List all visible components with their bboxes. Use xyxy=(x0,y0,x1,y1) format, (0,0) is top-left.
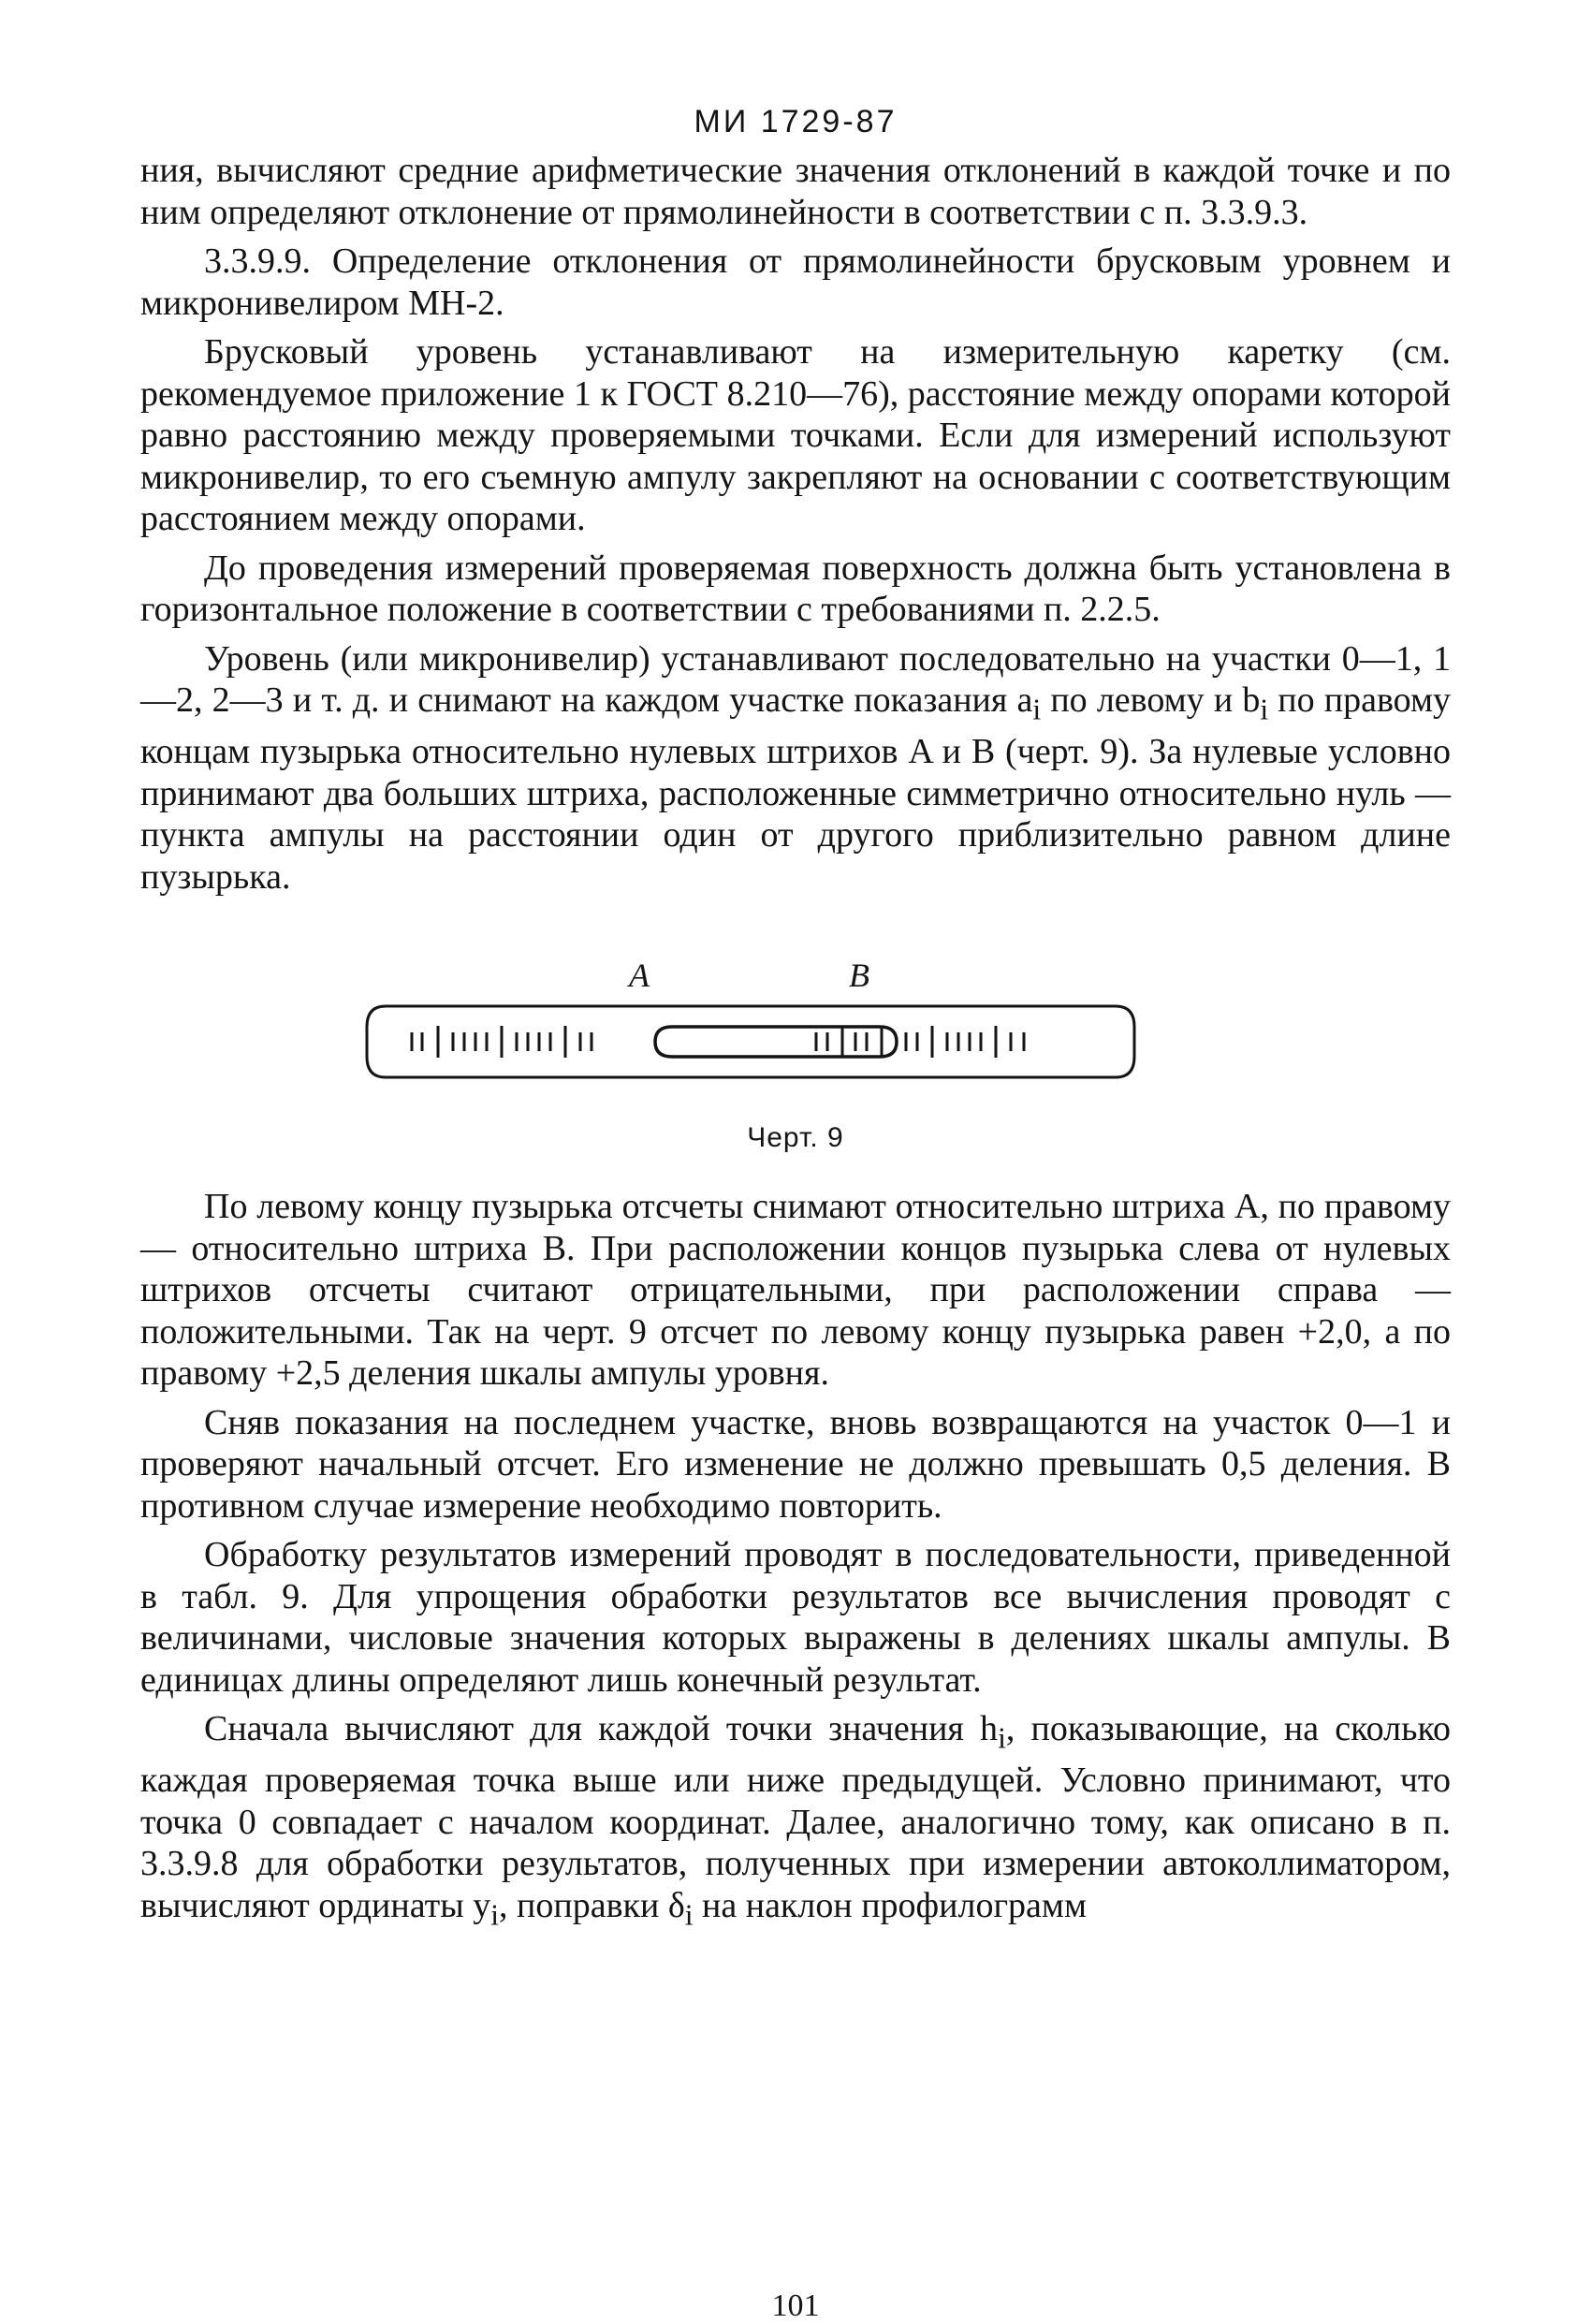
page-header: МИ 1729-87 xyxy=(694,104,898,139)
figure-level-vial xyxy=(140,935,1451,1178)
paragraph-6: По левому концу пузырька отсчеты снимают относительно штриха A, по правому — относительно штриха B. При расположении концов пузырька слева от нулевых штрихов отсчеты считают отрицательными, при расположении справа — положительными. Так на черт. 9 отсчет по левому концу пузырька равен +2,0, а по правому +2,5 деления шкалы ампулы уровня. xyxy=(140,1187,1451,1394)
document-page xyxy=(140,103,1452,2323)
label-b: B xyxy=(849,957,869,995)
vial-bubble xyxy=(655,1027,897,1057)
page-number: 101 xyxy=(771,2288,820,2323)
top-text-block xyxy=(140,150,1451,898)
paragraph-2: 3.3.9.9. Определение отклонения от прямолинейности брусковым уровнем и микронивелиром МН-2. xyxy=(140,241,1451,323)
bottom-text-block xyxy=(140,1186,1451,1937)
paragraph-7: Сняв показания на последнем участке, вновь возвращаются на участок 0—1 и проверяют начальный отсчет. Его изменение не должно превышать 0,5 деления. В противном случае измерение необходимо повторить. xyxy=(140,1402,1451,1526)
vial-body xyxy=(367,1006,1134,1077)
paragraph-4: До проведения измерений проверяемая поверхность должна быть установлена в горизонтальное положение в соответствии с требованиями п. 2.2.5. xyxy=(140,548,1451,629)
paragraph-9: Сначала вычисляют для каждой точки значения $h_i$, показывающие, на сколько каждая проверяемая точка выше или ниже предыдущей. Условно принимают, что точка 0 совпадает с началом координат. Далее, аналогично тому, как описано в п. 3.3.9.8 для обработки результатов, полученных при измерении автоколлиматором, вычисляют ординаты $y_i$, поправки $\delta_i$ на наклон профилограмм xyxy=(140,1709,1452,1932)
paragraph-1: ния, вычисляют средние арифметические значения отклонений в каждой точке и по ним определяют отклонение от прямолинейности в соответствии с п. 3.3.9.3. xyxy=(140,151,1451,232)
paragraph-8: Обработку результатов измерений проводят в последовательности, приведенной в табл. 9. Для упрощения обработки результатов все вычисления проводят с величинами, числовые значения которых выражены в делениях шкалы ампулы. В единицах длины определяют лишь конечный результат. xyxy=(140,1535,1451,1700)
figure-caption: Черт. 9 xyxy=(747,1122,844,1154)
label-a: A xyxy=(629,957,650,995)
vial-scale-ticks xyxy=(412,1026,1024,1058)
paragraph-5: Уровень (или микронивелир) устанавливают последовательно на участки 0—1, 1—2, 2—3 и т. д. и снимают на каждом участке показания $a_i$ по левому и $b_i$ по правому концам пузырька относительно нулевых штрихов A и B (черт. 9). За нулевые условно принимают два больших штриха, расположенные симметрично относительно нуль — пункта ампулы на расстоянии один от другого приблизительно равном длине пузырька. xyxy=(140,638,1452,897)
paragraph-3: Брусковый уровень устанавливают на измерительную каретку (см. рекомендуемое приложение 1 к ГОСТ 8.210—76), расстояние между опорами которой равно расстоянию между проверяемыми точками. Если для измерений используют микронивелир, то его съемную ампулу закрепляют на основании с соответствующим расстоянием между опорами. xyxy=(140,332,1451,538)
